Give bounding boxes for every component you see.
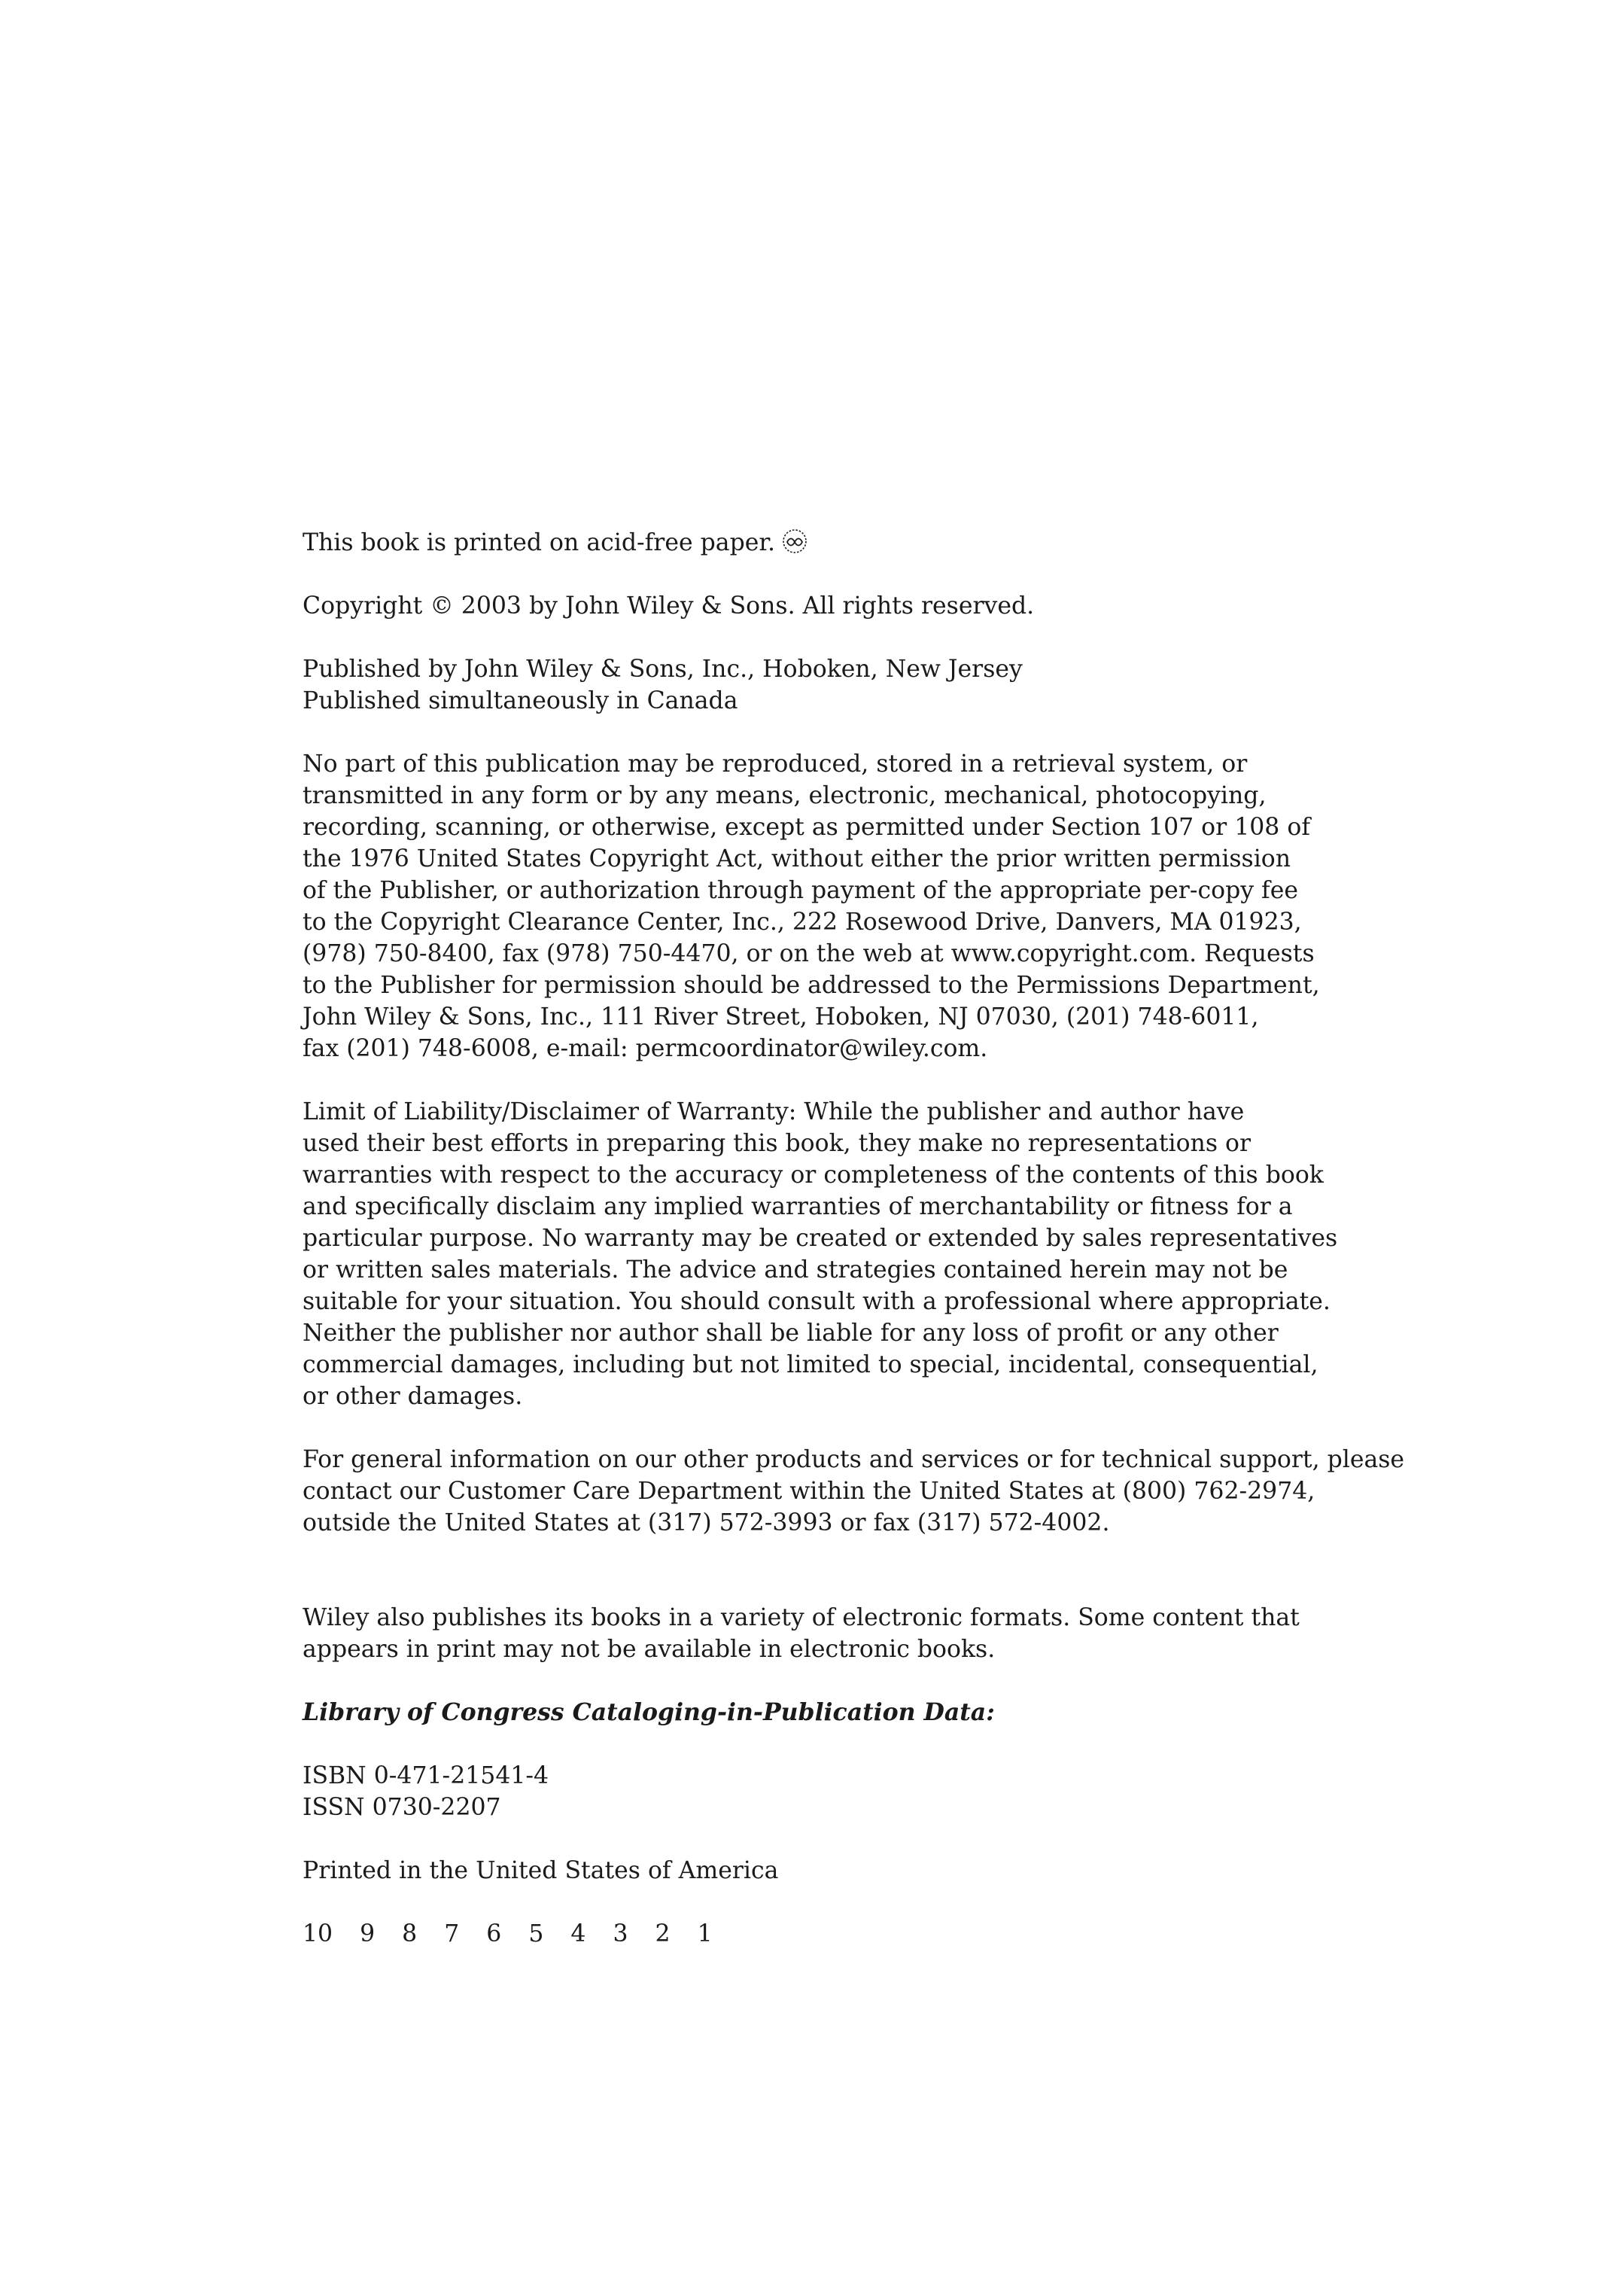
printer-key-number: 9 (360, 1920, 376, 1947)
publisher-block (303, 653, 1371, 717)
printer-key-number: 4 (570, 1920, 586, 1947)
printer-key-number: 7 (444, 1920, 460, 1947)
permissions-line: of the Publisher, or authorization through payment of the appropriate per-copy fee (303, 877, 1298, 904)
isbn-line: ISBN 0-471-21541-4 (303, 1762, 549, 1789)
permissions-line: to the Publisher for permission should be addressed to the Permissions Department, (303, 972, 1320, 999)
printer-key-number: 2 (655, 1920, 671, 1947)
permissions-line: the 1976 United States Copyright Act, without either the prior written permission (303, 845, 1291, 872)
printer-key-number: 10 (303, 1920, 333, 1947)
permissions-line: No part of this publication may be reproduced, stored in a retrieval system, or (303, 751, 1248, 778)
liability-line: Neither the publisher nor author shall be liable for any loss of profit or any other (303, 1320, 1279, 1347)
general-info-line: outside the United States at (317) 572-3993 or fax (317) 572-4002. (303, 1509, 1110, 1536)
identifiers-block (303, 1760, 1371, 1823)
printer-key-number: 6 (486, 1920, 502, 1947)
printer-key-number: 8 (402, 1920, 418, 1947)
acid-free-notice (303, 527, 1371, 559)
permissions-line: transmitted in any form or by any means, electronic, mechanical, photocopying, (303, 782, 1267, 809)
page-content (303, 527, 1405, 1981)
liability-line: commercial damages, including but not limited to special, incidental, consequential, (303, 1351, 1318, 1378)
liability-paragraph (303, 1096, 1371, 1412)
printer-key-number: 3 (613, 1920, 628, 1947)
electronic-formats-paragraph (303, 1602, 1371, 1665)
printer-key-number: 5 (528, 1920, 544, 1947)
liability-line: and specifically disclaim any implied warranties of merchantability or fitness for a (303, 1193, 1293, 1220)
electronic-line: Wiley also publishes its books in a variety of electronic formats. Some content that (303, 1604, 1300, 1631)
permissions-line: fax (201) 748-6008, e-mail: permcoordinator@wiley.com. (303, 1035, 988, 1062)
permissions-line: recording, scanning, or otherwise, except as permitted under Section 107 or 108 of (303, 814, 1310, 841)
permissions-line: to the Copyright Clearance Center, Inc., 222 Rosewood Drive, Danvers, MA 01923, (303, 909, 1302, 936)
acid-free-text: This book is printed on acid-free paper. (303, 529, 776, 556)
liability-line: particular purpose. No warranty may be created or extended by sales representatives (303, 1225, 1338, 1252)
permissions-line: (978) 750-8400, fax (978) 750-4470, or on the web at www.copyright.com. Requests (303, 940, 1315, 967)
liability-line: or other damages. (303, 1383, 523, 1410)
publisher-line: Published by John Wiley & Sons, Inc., Hoboken, New Jersey (303, 656, 1023, 683)
printer-key-number: 1 (697, 1920, 713, 1947)
permissions-paragraph (303, 748, 1371, 1064)
liability-line: used their best efforts in preparing this book, they make no representations or (303, 1130, 1252, 1157)
liability-line: or written sales materials. The advice and strategies contained herein may not be (303, 1256, 1288, 1284)
liability-line: Limit of Liability/Disclaimer of Warranty: While the publisher and author have (303, 1098, 1245, 1125)
general-info-line: contact our Customer Care Department within the United States at (800) 762-2974, (303, 1478, 1315, 1505)
liability-line: warranties with respect to the accuracy or completeness of the contents of this book (303, 1162, 1324, 1189)
acid-free-paper-icon (781, 528, 808, 555)
general-info-line: For general information on our other products and services or for technical support, please (303, 1446, 1405, 1473)
cip-heading: Library of Congress Cataloging-in-Publication Data: (303, 1698, 995, 1726)
printer-key-line (303, 1918, 1371, 1950)
copyright-line: Copyright © 2003 by John Wiley & Sons. All rights reserved. (303, 592, 1035, 620)
electronic-line: appears in print may not be available in electronic books. (303, 1636, 996, 1663)
printed-in-line: Printed in the United States of America (303, 1857, 779, 1884)
general-info-paragraph (303, 1444, 1405, 1539)
liability-line: suitable for your situation. You should consult with a professional where appropriate. (303, 1288, 1331, 1315)
publisher-line: Published simultaneously in Canada (303, 687, 738, 714)
issn-line: ISSN 0730-2207 (303, 1794, 501, 1821)
permissions-line: John Wiley & Sons, Inc., 111 River Street, Hoboken, NJ 07030, (201) 748-6011, (303, 1003, 1259, 1031)
